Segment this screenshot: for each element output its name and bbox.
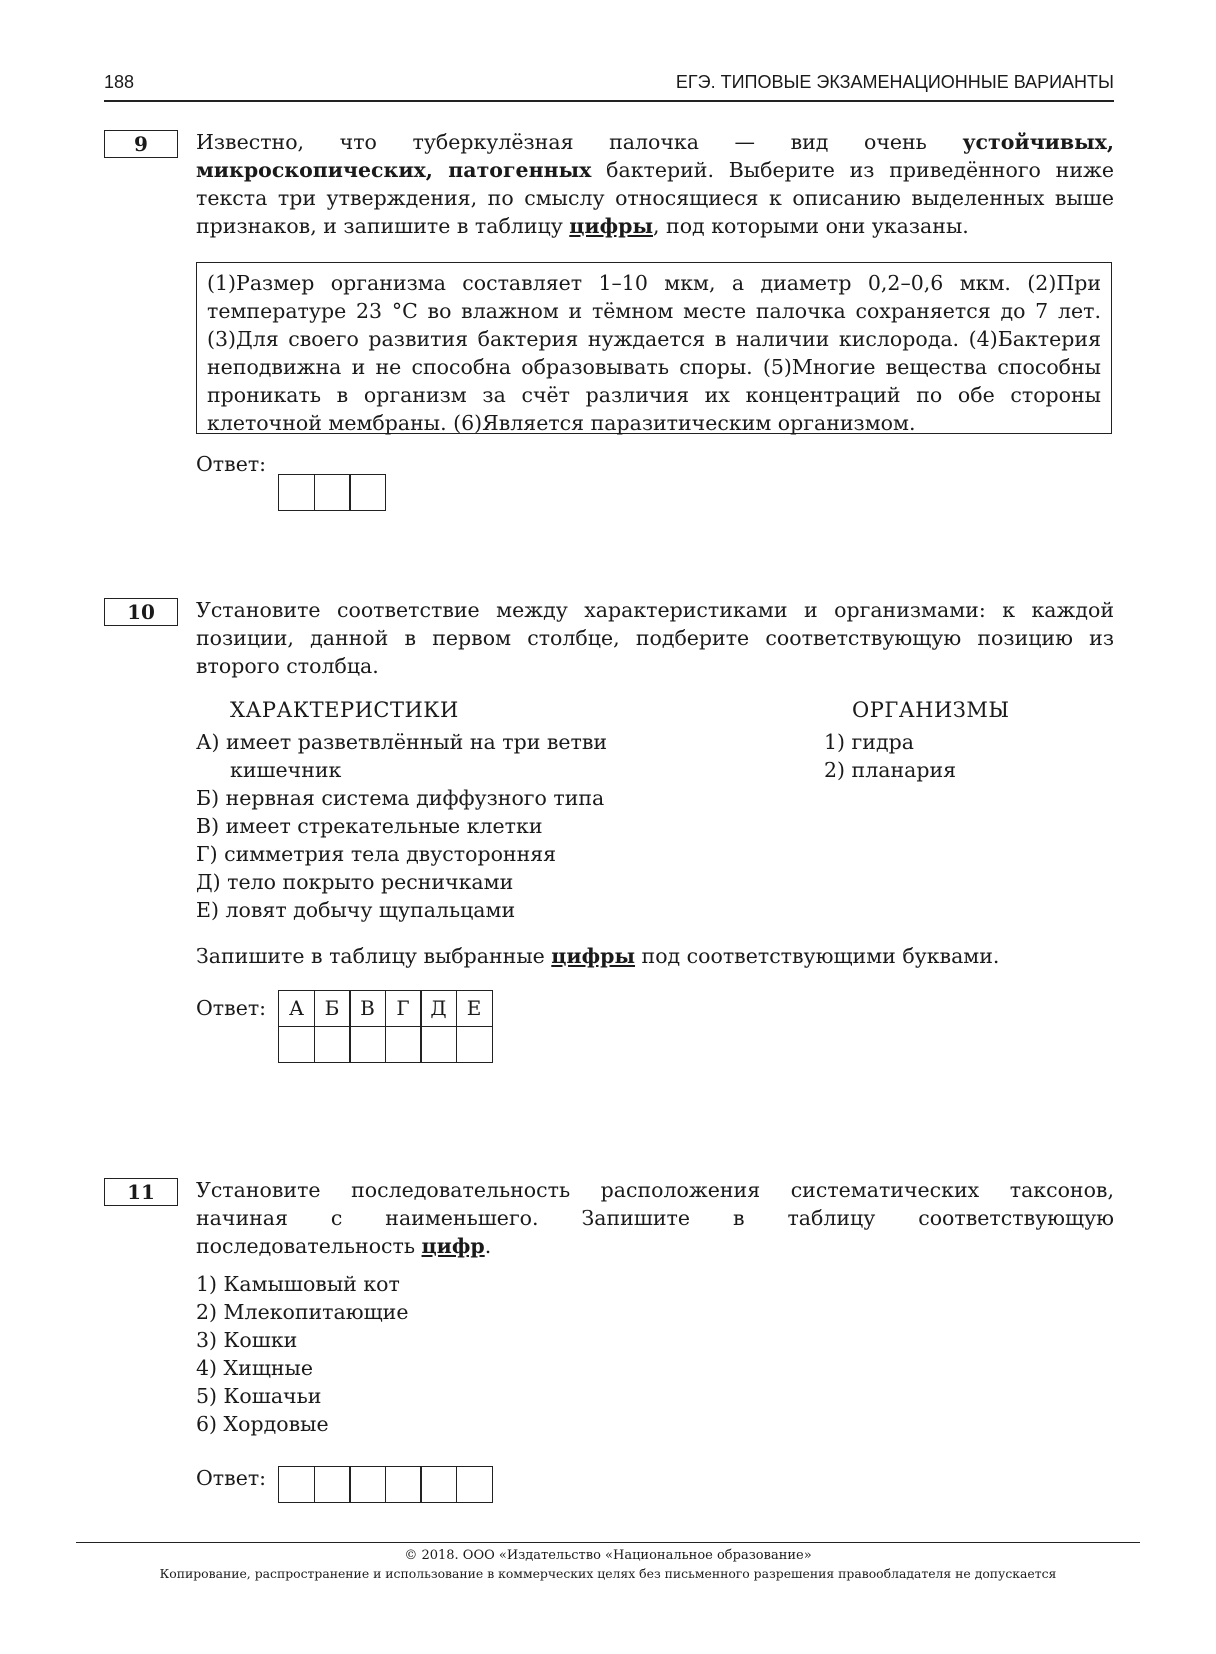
q9-intro: [196, 128, 1114, 240]
running-header: ЕГЭ. ТИПОВЫЕ ЭКЗАМЕНАЦИОННЫЕ ВАРИАНТЫ: [675, 72, 1114, 92]
q9-answer-grid[interactable]: [278, 474, 386, 511]
q10-underlined-word: цифры: [551, 944, 636, 968]
q10-organism: 2) планария: [824, 758, 957, 782]
q9-number: 9: [104, 130, 178, 158]
q10-right-header: ОРГАНИЗМЫ: [852, 698, 1010, 722]
footer-notice: Копирование, распространение и использование в коммерческих целях без письменного разрешения правообладателя не допускается: [159, 1566, 1057, 1581]
q10-answer-cell[interactable]: [314, 1026, 351, 1063]
q10-answers-row[interactable]: [278, 1027, 493, 1063]
header-divider: [104, 100, 1114, 102]
q11-item: 5) Кошачьи: [196, 1384, 322, 1408]
q10-intro: Установите соответствие между характеристиками и организмами: к каждой позиции, данной в первом столбце, подберите соответствующую позицию из второго столбца.: [196, 598, 1114, 678]
q10-letter-cell: Г: [385, 990, 422, 1027]
q10-answer-cell[interactable]: [385, 1026, 422, 1063]
q11-intro: [196, 1176, 1114, 1260]
q10-letter-cell: Д: [420, 990, 457, 1027]
q10-letter-cell: Е: [456, 990, 493, 1027]
q10-letters-row: [278, 990, 493, 1027]
q10-characteristic: Д) тело покрыто ресничками: [196, 870, 514, 894]
q10-answer-cell[interactable]: [456, 1026, 493, 1063]
q10-instruction: [196, 942, 999, 970]
q10-answer-label: Ответ:: [196, 996, 267, 1020]
q10-answer-cell[interactable]: [420, 1026, 457, 1063]
q11-number: 11: [104, 1178, 178, 1206]
q11-item: 1) Камышовый кот: [196, 1272, 400, 1296]
q9-intro-text-3: , под которыми они указаны.: [653, 214, 969, 238]
q10-characteristic: А) имеет разветвлённый на три ветви: [196, 730, 608, 754]
q9-answer-cell[interactable]: [278, 474, 315, 511]
page-number: 188: [104, 72, 135, 92]
q10-organism: 1) гидра: [824, 730, 914, 754]
q9-intro-text-1: Известно, что туберкулёзная палочка — вид очень: [196, 130, 963, 154]
q11-answer-cell[interactable]: [314, 1466, 351, 1503]
q9-intro-text-2: бактерий. Выберите из приведённого ниже текста три утверждения, по смыслу относящиеся к описанию выделенных выше признаков, и запишите в таблицу: [196, 158, 1115, 238]
q11-answer-cell[interactable]: [385, 1466, 422, 1503]
q9-underlined-word: цифры: [569, 214, 654, 238]
q9-answer-label: Ответ:: [196, 452, 267, 476]
q11-item: 3) Кошки: [196, 1328, 298, 1352]
q11-intro-text-1: Установите последовательность расположения систематических таксонов, начиная с наименьшего. Запишите в таблицу соответствующую последовательность: [196, 1178, 1114, 1258]
q11-item: 2) Млекопитающие: [196, 1300, 409, 1324]
q10-answer-cell[interactable]: [349, 1026, 386, 1063]
q11-intro-text-2: .: [484, 1234, 492, 1258]
q11-item: 4) Хищные: [196, 1356, 313, 1380]
q9-answer-cell[interactable]: [349, 474, 386, 511]
q10-characteristic: Г) симметрия тела двусторонняя: [196, 842, 557, 866]
footer-copyright: © 2018. ООО «Издательство «Национальное образование»: [404, 1548, 812, 1563]
q10-letter-cell: Б: [314, 990, 351, 1027]
q10-characteristic: Б) нервная система диффузного типа: [196, 786, 605, 810]
q11-answer-cell[interactable]: [456, 1466, 493, 1503]
q10-left-header: ХАРАКТЕРИСТИКИ: [230, 698, 459, 722]
q11-underlined-word: цифр: [421, 1234, 485, 1258]
q10-letter-cell: В: [349, 990, 386, 1027]
q11-answer-cell[interactable]: [278, 1466, 315, 1503]
q11-answer-label: Ответ:: [196, 1466, 267, 1490]
q10-characteristic: В) имеет стрекательные клетки: [196, 814, 543, 838]
q10-instruction-text-2: под соответствующими буквами.: [635, 944, 1000, 968]
q11-answer-cell[interactable]: [349, 1466, 386, 1503]
q9-text-box: (1)Размер организма составляет 1–10 мкм, а диаметр 0,2–0,6 мкм. (2)При температуре 23 °С во влажном и тёмном месте палочка сохраняется до 7 лет. (3)Для своего развития бактерия нуждается в наличии кислорода. (4)Бактерия неподвижна и не способна образовывать споры. (5)Многие вещества способны проникать в организм за счёт различия их концентраций по обе стороны клеточной мембраны. (6)Является паразитическим организмом.: [196, 262, 1112, 434]
q10-answer-table[interactable]: [278, 990, 493, 1063]
q11-item: 6) Хордовые: [196, 1412, 329, 1436]
q11-answer-grid[interactable]: [278, 1466, 493, 1503]
q10-answer-cell[interactable]: [278, 1026, 315, 1063]
q10-letter-cell: А: [278, 990, 315, 1027]
q9-answer-cell[interactable]: [314, 474, 351, 511]
q9-bold-features: устойчивых, микроскопических, патогенных: [196, 130, 1114, 182]
q10-number: 10: [104, 598, 178, 626]
footer-divider: [76, 1542, 1140, 1543]
q10-characteristic: кишечник: [230, 758, 342, 782]
q10-instruction-text-1: Запишите в таблицу выбранные: [196, 944, 552, 968]
q11-answer-cell[interactable]: [420, 1466, 457, 1503]
q10-characteristic: Е) ловят добычу щупальцами: [196, 898, 516, 922]
